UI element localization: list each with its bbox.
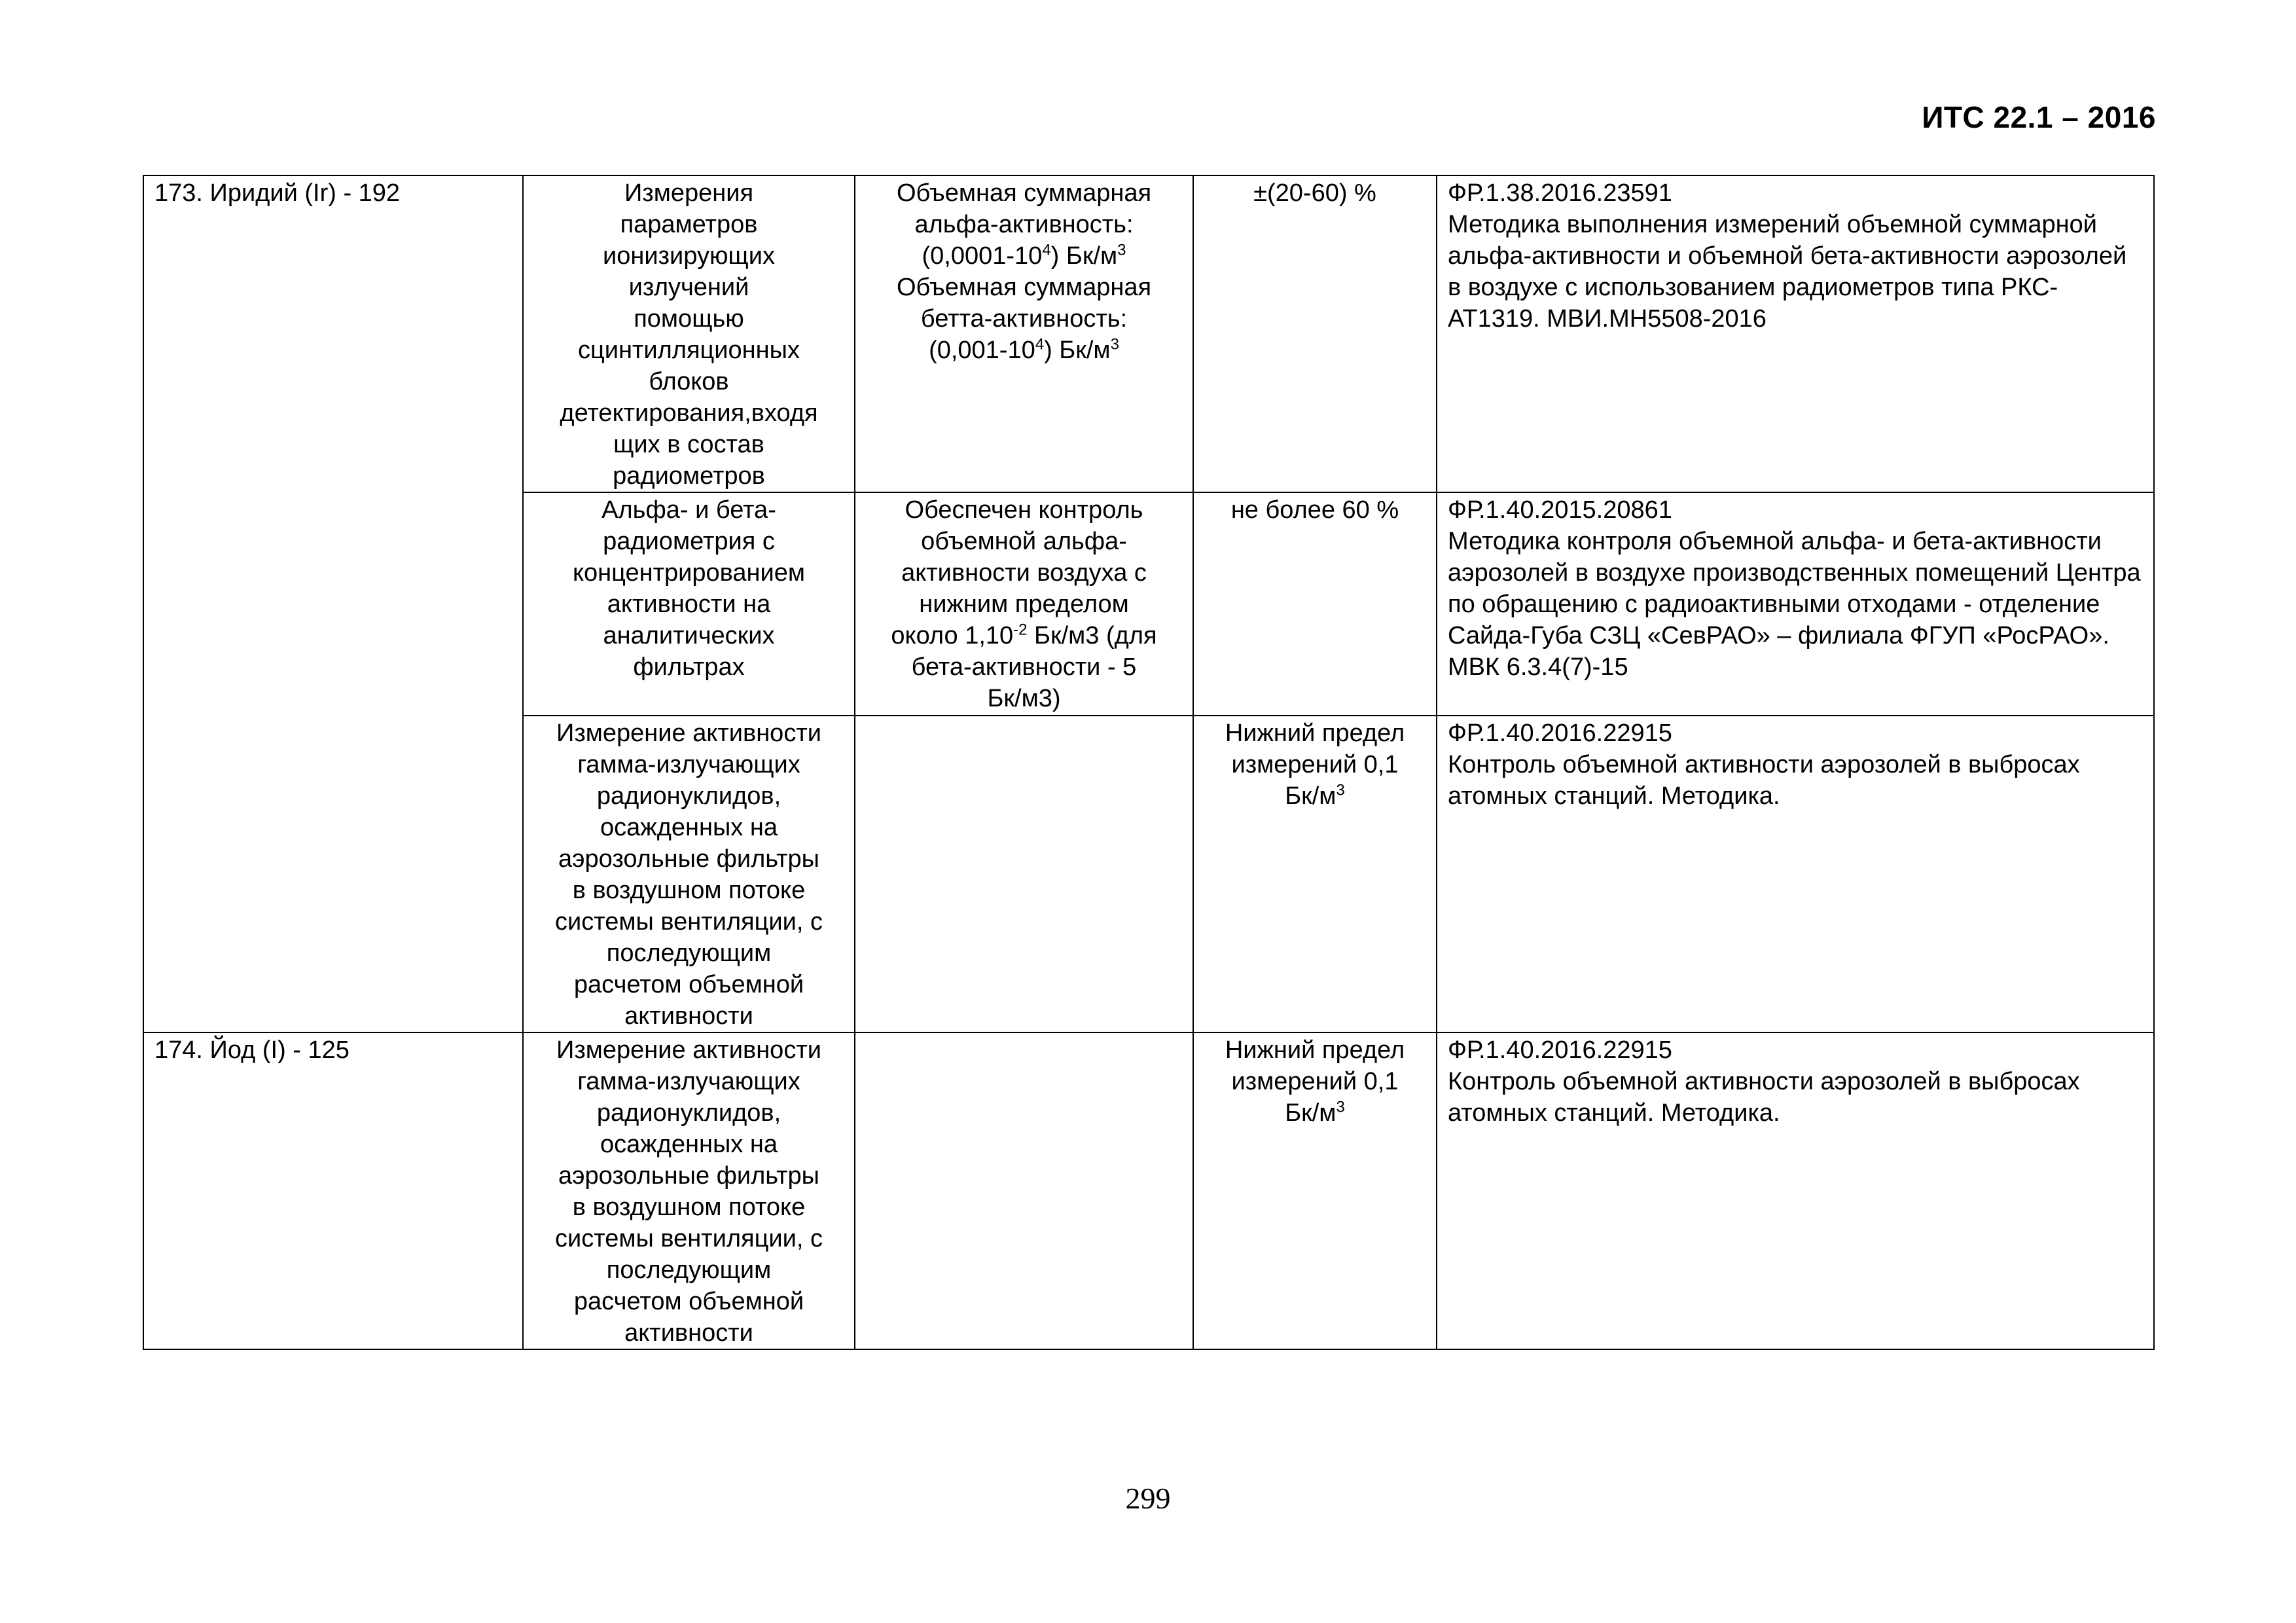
table-row [143, 175, 2154, 492]
range-cell [855, 175, 1193, 492]
error-cell [1193, 1032, 1437, 1349]
document-ref-text: ФР.1.38.2016.23591 Методика выполнения измерений объемной суммарной альфа-активности и объемной бета-активности аэрозолей в воздухе с использованием радиометров типа РКС-АТ1319. МВИ.МН5508-2016 [1448, 179, 2127, 333]
element-cell [143, 175, 523, 1032]
error-text: Нижний предел измерений 0,1 $Бк/м^3$ [1225, 1036, 1405, 1127]
method-text: Измерения параметров ионизирующих излучений помощью сцинтилляционных блоков детектирования,входя щих в состав радиометров [560, 179, 818, 490]
page-number: 299 [1125, 1482, 1171, 1515]
element-name: 173. Иридий (Ir) - 192 [154, 179, 401, 207]
error-text: Нижний предел измерений 0,1 $Бк/м^3$ [1225, 720, 1405, 810]
error-cell [1193, 175, 1437, 492]
error-text: не более 60 % [1230, 496, 1399, 524]
document-ref-text: ФР.1.40.2015.20861 Методика контроля объемной альфа- и бета-активности аэрозолей в воздухе производственных помещений Центра по обращению с радиоактивными отходами - отделение Сайда-Губа СЗЦ «СевРАО» – филиала ФГУП «РосРАО». МВК 6.3.4(7)-15 [1448, 496, 2141, 681]
table-row [143, 1032, 2154, 1349]
measurement-methods-table [143, 175, 2155, 1350]
document-ref-text: ФР.1.40.2016.22915 Контроль объемной активности аэрозолей в выбросах атомных станций. Методика. [1448, 720, 2080, 810]
range-text: Обеспечен контроль объемной альфа- активности воздуха с нижним пределом около $1,10^{-2}$ Бк/м3 (для бета-активности - 5 Бк/м3) [891, 496, 1157, 712]
method-cell [523, 492, 855, 716]
document-ref-cell [1437, 492, 2154, 716]
document-ref-cell [1437, 716, 2154, 1032]
method-cell [523, 716, 855, 1032]
element-name: 174. Йод (I) - 125 [154, 1036, 350, 1064]
method-cell [523, 175, 855, 492]
error-cell [1193, 492, 1437, 716]
range-cell [855, 1032, 1193, 1349]
method-text: Альфа- и бета- радиометрия с концентрированием активности на аналитических фильтрах [572, 496, 806, 681]
document-ref-text: ФР.1.40.2016.22915 Контроль объемной активности аэрозолей в выбросах атомных станций. Методика. [1448, 1036, 2080, 1127]
document-ref-cell [1437, 1032, 2154, 1349]
element-cell [143, 1032, 523, 1349]
range-cell [855, 492, 1193, 716]
method-text: Измерение активности гамма-излучающих радионуклидов, осажденных на аэрозольные фильтры в воздушном потоке системы вентиляции, с последующим расчетом объемной активности [555, 720, 823, 1030]
range-cell [855, 716, 1193, 1032]
error-text: ±(20-60) % [1253, 179, 1376, 207]
document-code-header: ИТС 22.1 – 2016 [1922, 100, 2156, 134]
document-ref-cell [1437, 175, 2154, 492]
range-text: Объемная суммарная альфа-активность: $(0,0001-10^4)$ $Бк/м^3$ Объемная суммарная бетта-активность: $(0,001-10^4)$ $Бк/м^3$ [896, 179, 1152, 364]
method-cell [523, 1032, 855, 1349]
error-cell [1193, 716, 1437, 1032]
method-text: Измерение активности гамма-излучающих радионуклидов, осажденных на аэрозольные фильтры в воздушном потоке системы вентиляции, с последующим расчетом объемной активности [555, 1036, 823, 1347]
